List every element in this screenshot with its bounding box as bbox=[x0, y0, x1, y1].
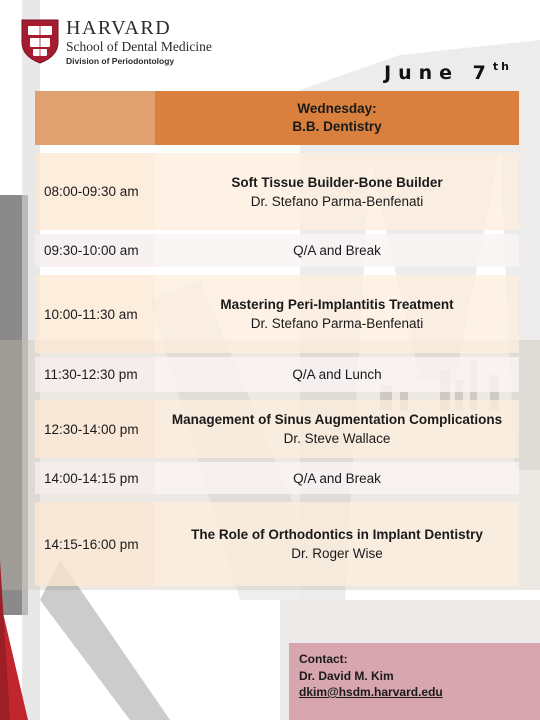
schedule-table bbox=[35, 91, 519, 586]
schedule-track: B.B. Dentistry bbox=[292, 119, 382, 134]
session-time: 10:00-11:30 am bbox=[35, 275, 155, 353]
date-text: June 7 bbox=[384, 62, 493, 84]
contact-name: Dr. David M. Kim bbox=[299, 668, 394, 683]
session-cell bbox=[155, 275, 519, 353]
session-time: 14:15-16:00 pm bbox=[35, 502, 155, 586]
schedule-row bbox=[35, 400, 519, 458]
session-title: Q/A and Lunch bbox=[292, 367, 382, 382]
schedule-header-row bbox=[35, 91, 519, 145]
schedule-row bbox=[35, 234, 519, 267]
session-cell bbox=[155, 502, 519, 586]
session-cell bbox=[155, 400, 519, 458]
session-time: 11:30-12:30 pm bbox=[35, 357, 155, 392]
contact-email-link[interactable]: dkim@hsdm.harvard.edu bbox=[299, 685, 443, 699]
session-time: 08:00-09:30 am bbox=[35, 153, 155, 230]
division-name: Division of Periodontology bbox=[66, 55, 175, 66]
contact-label: Contact: bbox=[299, 652, 348, 666]
schedule-day: Wednesday: bbox=[297, 101, 377, 116]
session-time: 12:30-14:00 pm bbox=[35, 400, 155, 458]
page-title bbox=[384, 60, 512, 84]
session-time: 14:00-14:15 pm bbox=[35, 462, 155, 494]
session-title: Q/A and Break bbox=[293, 243, 381, 258]
contact-box bbox=[289, 643, 540, 720]
session-time: 09:30-10:00 am bbox=[35, 234, 155, 267]
header-time-cell bbox=[35, 91, 155, 145]
session-cell bbox=[155, 462, 519, 494]
header-event-cell bbox=[155, 91, 519, 145]
session-cell bbox=[155, 357, 519, 392]
date-suffix: th bbox=[492, 60, 512, 73]
session-speaker: Dr. Stefano Parma-Benfenati bbox=[250, 193, 424, 209]
session-speaker: Dr. Steve Wallace bbox=[283, 431, 391, 446]
session-title: Management of Sinus Augmentation Complications bbox=[171, 412, 503, 427]
session-title: Soft Tissue Builder-Bone Builder bbox=[231, 174, 443, 190]
session-cell bbox=[155, 153, 519, 230]
session-title: Q/A and Break bbox=[293, 470, 381, 486]
university-name: HARVARD bbox=[66, 17, 172, 39]
session-speaker: Dr. Stefano Parma-Benfenati bbox=[250, 316, 424, 331]
harvard-veritas-shield-icon bbox=[20, 18, 60, 64]
schedule-row bbox=[35, 153, 519, 230]
session-title: The Role of Orthodontics in Implant Dentistry bbox=[191, 527, 483, 542]
schedule-row bbox=[35, 357, 519, 392]
schedule-row bbox=[35, 502, 519, 586]
session-title: Mastering Peri-Implantitis Treatment bbox=[220, 297, 454, 312]
schedule-row bbox=[35, 275, 519, 353]
school-name: School of Dental Medicine bbox=[66, 39, 212, 54]
session-cell bbox=[155, 234, 519, 267]
harvard-logo bbox=[20, 18, 212, 65]
schedule-row bbox=[35, 462, 519, 494]
session-speaker: Dr. Roger Wise bbox=[291, 546, 383, 561]
